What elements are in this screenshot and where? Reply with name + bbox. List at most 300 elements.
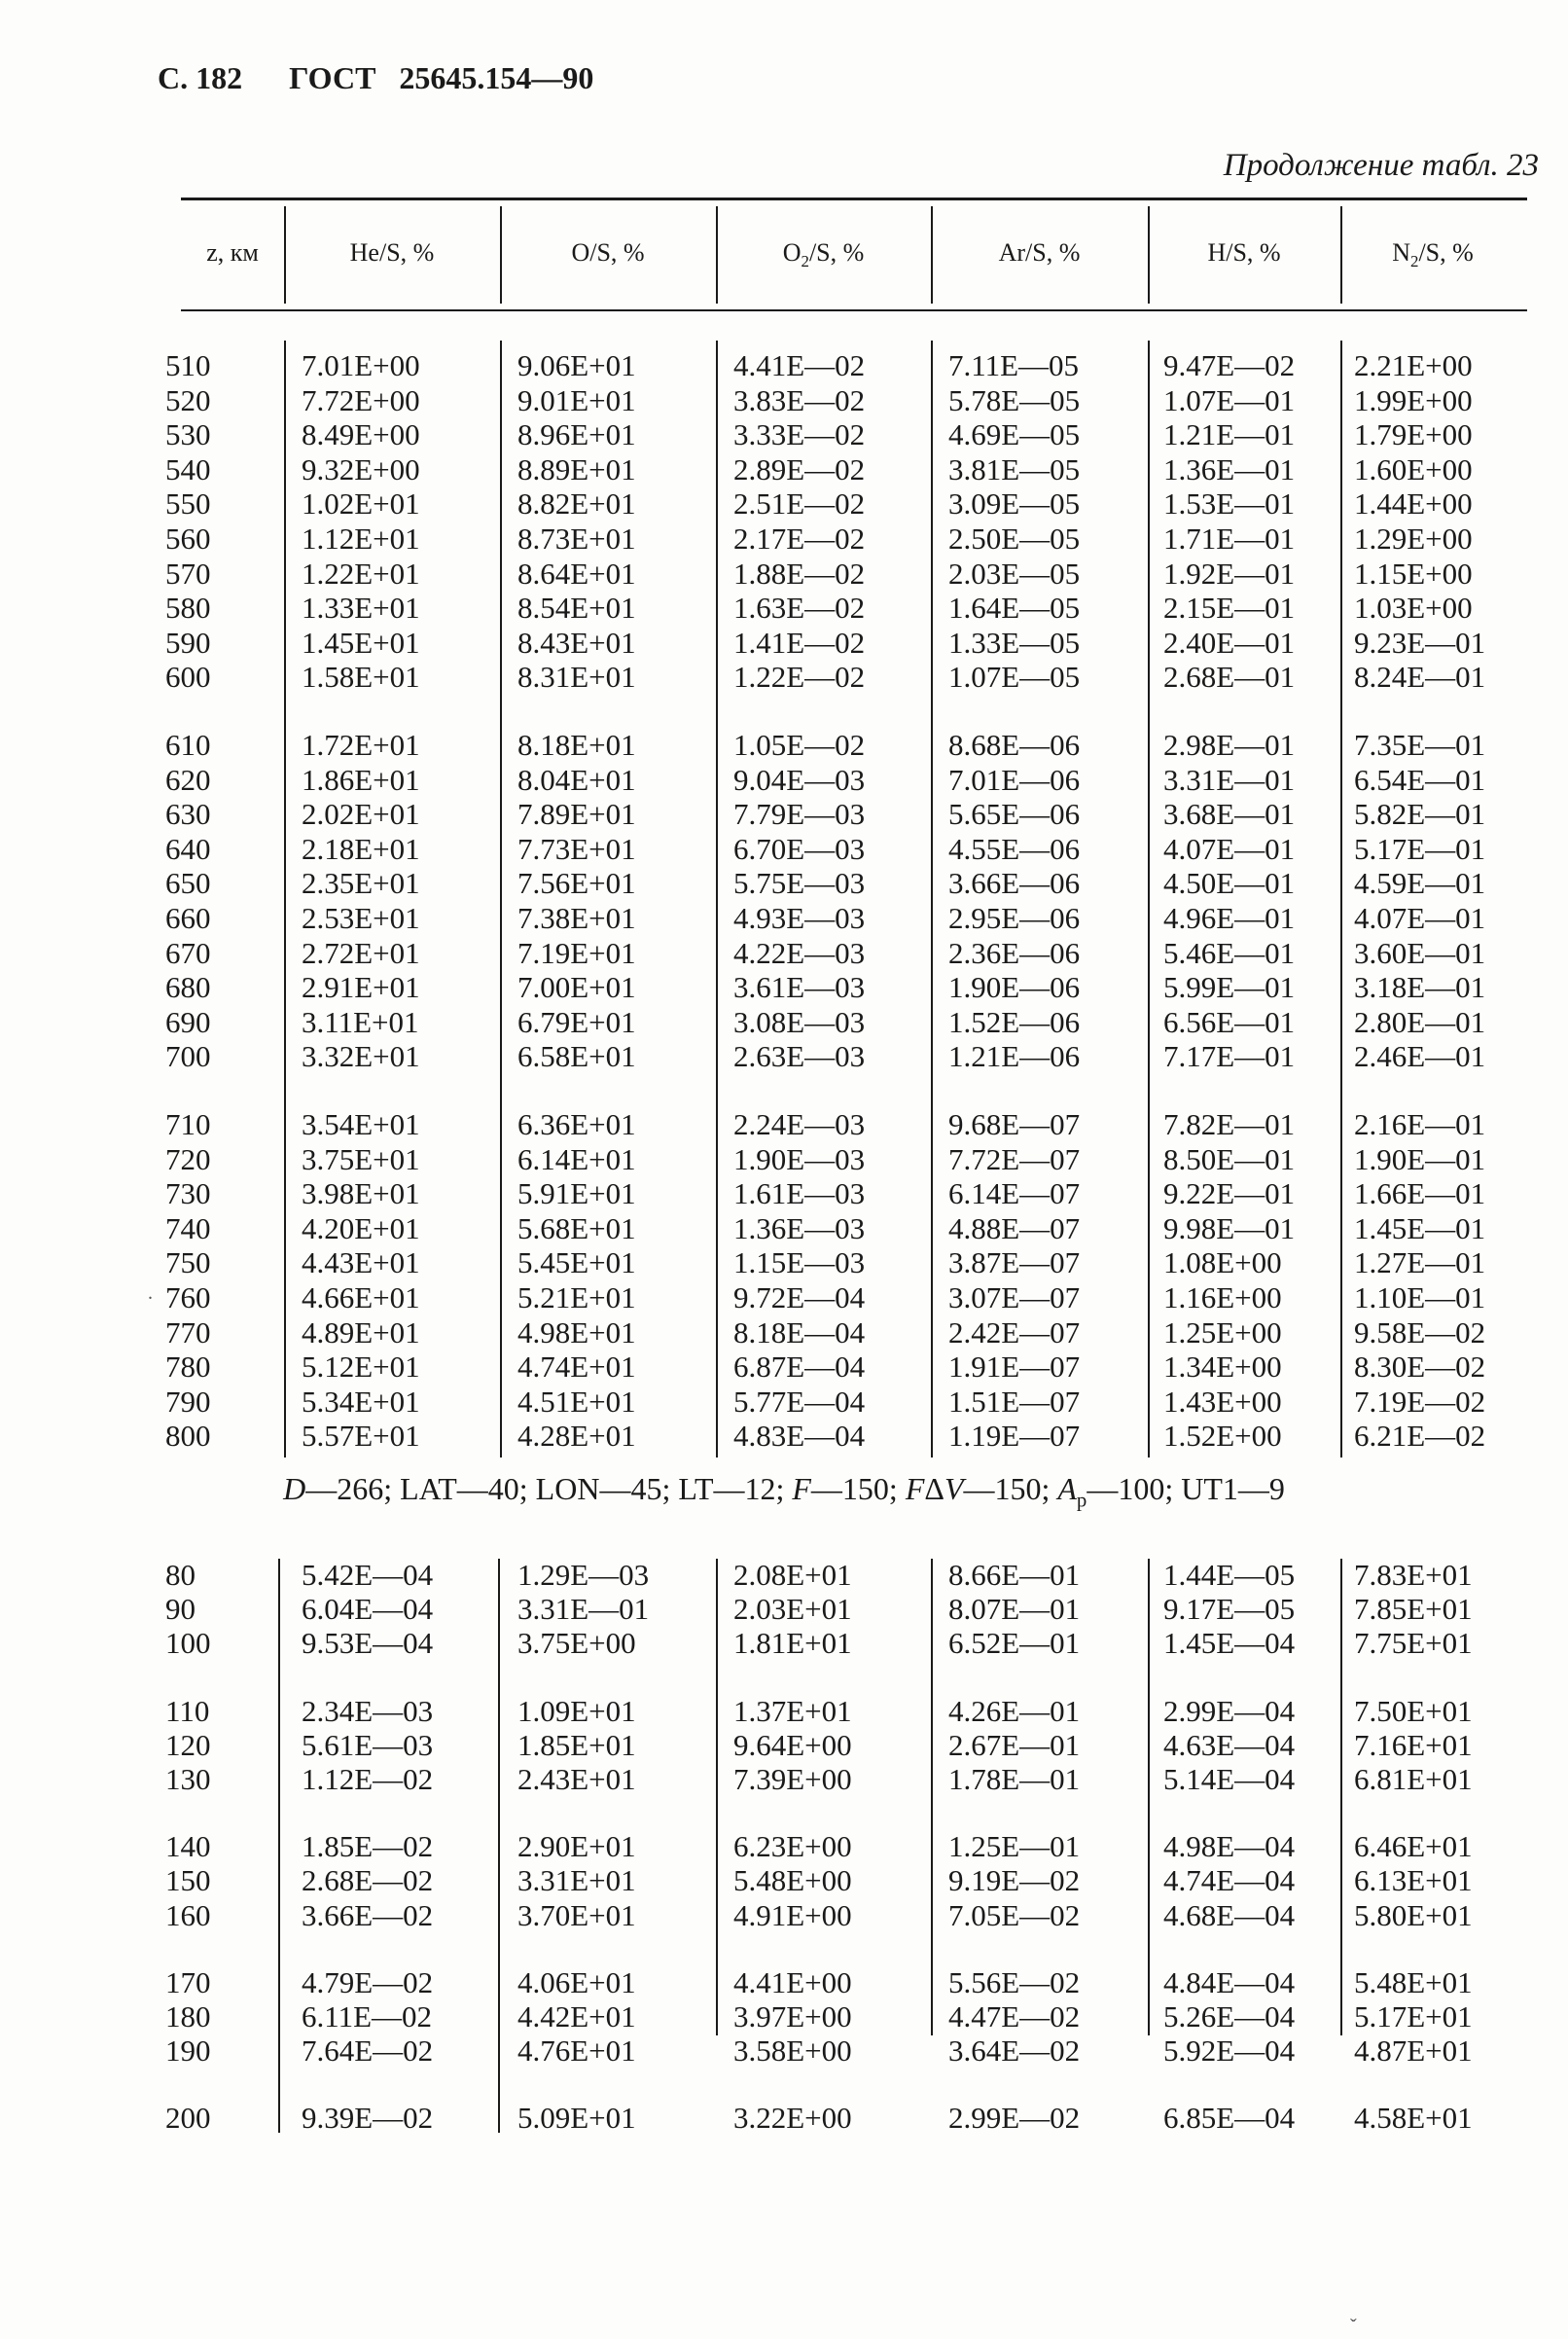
table-cell: 5.21E+01 — [517, 1280, 636, 1314]
table-cell: 3.22E+00 — [733, 2101, 852, 2136]
table-cell: 9.17E—05 — [1163, 1592, 1296, 1627]
column-divider — [1340, 1559, 1342, 2035]
table-cell: 5.99E—01 — [1163, 970, 1296, 1005]
table-cell: 1.36E—01 — [1163, 451, 1296, 486]
table-cell: 8.89E+01 — [517, 451, 636, 486]
table-cell: 8.50E—01 — [1163, 1141, 1296, 1176]
table-cell: 5.82E—01 — [1354, 797, 1486, 832]
altitude-cell: 700 — [165, 1039, 211, 1074]
table-cell: 2.46E—01 — [1354, 1039, 1486, 1074]
altitude-cell: 150 — [165, 1863, 211, 1898]
parameters-segment: D — [283, 1471, 306, 1506]
column-header-oxygen: O/S, % — [571, 238, 645, 267]
table-cell: 7.79E—03 — [733, 797, 866, 832]
table-cell: 3.33E—02 — [733, 417, 866, 452]
table-cell: 4.41E+00 — [733, 1964, 852, 1999]
altitude-cell: 670 — [165, 935, 211, 970]
table-cell: 7.85E+01 — [1354, 1592, 1473, 1627]
table-cell: 5.17E—01 — [1354, 831, 1486, 866]
table-cell: 2.34E—03 — [302, 1693, 434, 1728]
table-cell: 2.15E—01 — [1163, 591, 1296, 626]
table-cell: 4.58E+01 — [1354, 2101, 1473, 2136]
table-cell: 6.79E+01 — [517, 1004, 636, 1039]
table-cell: 9.06E+01 — [517, 348, 636, 382]
altitude-cell: 730 — [165, 1176, 211, 1211]
standard-number: 25645.154—90 — [399, 60, 594, 95]
table-cell: 3.64E—02 — [948, 2033, 1081, 2069]
table-cell: 7.73E+01 — [517, 831, 636, 866]
table-cell: 7.64E—02 — [302, 2033, 434, 2069]
table-cell: 5.91E+01 — [517, 1176, 636, 1211]
altitude-cell: 660 — [165, 901, 211, 935]
table-cell: 4.83E—04 — [733, 1419, 866, 1454]
table-cell: 1.90E—06 — [948, 970, 1081, 1005]
column-divider — [498, 1559, 500, 2133]
table-cell: 1.52E+00 — [1163, 1419, 1282, 1454]
altitude-cell: 770 — [165, 1314, 211, 1349]
table-cell: 3.97E+00 — [733, 1999, 852, 2033]
column-divider — [1148, 1559, 1150, 2035]
page-header — [158, 60, 593, 96]
table-cell: 7.19E+01 — [517, 935, 636, 970]
altitude-cell: 170 — [165, 1964, 211, 1999]
table-cell: 1.21E—06 — [948, 1039, 1081, 1074]
table-cell: 4.50E—01 — [1163, 866, 1296, 901]
table-cell: 4.98E—04 — [1163, 1829, 1296, 1864]
table-cell: 9.39E—02 — [302, 2101, 434, 2136]
table-cell: 1.21E—01 — [1163, 417, 1296, 452]
table-cell: 1.22E+01 — [302, 556, 420, 591]
table-cell: 1.27E—01 — [1354, 1245, 1486, 1280]
table-cell: 5.42E—04 — [302, 1558, 434, 1592]
table-cell: 1.72E+01 — [302, 728, 420, 762]
table-cell: 1.12E+01 — [302, 522, 420, 556]
table-cell: 1.43E+00 — [1163, 1384, 1282, 1419]
table-cell: 4.76E+01 — [517, 2033, 636, 2069]
altitude-cell: 760 — [165, 1280, 211, 1314]
table-cell: 3.11E+01 — [302, 1004, 419, 1039]
table-cell: 9.01E+01 — [517, 382, 636, 417]
table-cell: 1.15E—03 — [733, 1245, 866, 1280]
table-cell: 1.33E+01 — [302, 591, 420, 626]
table-cell: 1.09E+01 — [517, 1693, 636, 1728]
standard-label: ГОСТ — [289, 60, 376, 95]
table-cell: 1.10E—01 — [1354, 1280, 1486, 1314]
table-cell: 1.29E—03 — [517, 1558, 650, 1592]
table-cell: 1.58E+01 — [302, 660, 420, 695]
table-cell: 7.83E+01 — [1354, 1558, 1473, 1592]
table-cell: 1.90E—03 — [733, 1141, 866, 1176]
table-cell: 8.66E—01 — [948, 1558, 1081, 1592]
table-cell: 3.81E—05 — [948, 451, 1081, 486]
table-cell: 4.59E—01 — [1354, 866, 1486, 901]
table-cell: 8.18E—04 — [733, 1314, 866, 1349]
table-cell: 6.04E—04 — [302, 1592, 434, 1627]
table-cell: 8.18E+01 — [517, 728, 636, 762]
table-cell: 4.51E+01 — [517, 1384, 636, 1419]
table-cell: 3.75E+01 — [302, 1141, 420, 1176]
altitude-cell: 200 — [165, 2101, 211, 2136]
table-cell: 9.53E—04 — [302, 1626, 434, 1661]
altitude-cell: 560 — [165, 522, 211, 556]
table-cell: 6.58E+01 — [517, 1039, 636, 1074]
table-cell: 7.05E—02 — [948, 1897, 1081, 1932]
altitude-cell: 140 — [165, 1829, 211, 1864]
altitude-cell: 180 — [165, 1999, 211, 2033]
table-cell: 2.68E—02 — [302, 1863, 434, 1898]
table-cell: 3.83E—02 — [733, 382, 866, 417]
table-cell: 8.24E—01 — [1354, 660, 1486, 695]
table-cell: 9.72E—04 — [733, 1280, 866, 1314]
table-cell: 4.91E+00 — [733, 1897, 852, 1932]
table-cell: 2.40E—01 — [1163, 625, 1296, 660]
table-cell: 7.39E+00 — [733, 1762, 852, 1796]
table-cell: 7.00E+01 — [517, 970, 636, 1005]
table-cell: 1.45E+01 — [302, 625, 420, 660]
column-divider — [931, 341, 933, 1457]
table-cell: 4.55E—06 — [948, 831, 1081, 866]
altitude-cell: 780 — [165, 1349, 211, 1385]
table-cell: 6.21E—02 — [1354, 1419, 1486, 1454]
table-cell: 7.17E—01 — [1163, 1039, 1296, 1074]
table-cell: 3.54E+01 — [302, 1107, 420, 1141]
table-cell: 4.26E—01 — [948, 1693, 1081, 1728]
table-cell: 1.16E+00 — [1163, 1280, 1282, 1314]
table-cell: 5.46E—01 — [1163, 935, 1296, 970]
altitude-cell: 630 — [165, 797, 211, 832]
table-cell: 2.17E—02 — [733, 522, 866, 556]
table-cell: 1.90E—01 — [1354, 1141, 1486, 1176]
table-cell: 2.89E—02 — [733, 451, 866, 486]
table-cell: 1.85E—02 — [302, 1829, 434, 1864]
table-cell: 2.03E—05 — [948, 556, 1081, 591]
table-continuation-caption: Продолжение табл. 23 — [1223, 148, 1539, 183]
table-cell: 3.60E—01 — [1354, 935, 1486, 970]
table-cell: 8.96E+01 — [517, 417, 636, 452]
altitude-cell: 570 — [165, 556, 211, 591]
table-cell: 3.75E+00 — [517, 1626, 636, 1661]
table-cell: 6.11E—02 — [302, 1999, 433, 2033]
table-cell: 7.38E+01 — [517, 901, 636, 935]
table-cell: 2.63E—03 — [733, 1039, 866, 1074]
table-cell: 7.89E+01 — [517, 797, 636, 832]
parameters-segment: p — [1076, 1489, 1087, 1512]
table-cell: 5.65E—06 — [948, 797, 1081, 832]
table-cell: 7.11E—05 — [948, 348, 1080, 382]
scan-speck: . — [148, 1282, 153, 1304]
table-cell: 5.80E+01 — [1354, 1897, 1473, 1932]
table-cell: 1.07E—05 — [948, 660, 1081, 695]
table-cell: 2.99E—02 — [948, 2101, 1081, 2136]
table-cell: 1.52E—06 — [948, 1004, 1081, 1039]
altitude-cell: 710 — [165, 1107, 211, 1141]
table-cell: 5.45E+01 — [517, 1245, 636, 1280]
parameters-line — [0, 1471, 1568, 1512]
table-cell: 5.17E+01 — [1354, 1999, 1473, 2033]
table-cell: 1.05E—02 — [733, 728, 866, 762]
table-cell: 3.70E+01 — [517, 1897, 636, 1932]
table-cell: 4.06E+01 — [517, 1964, 636, 1999]
table-cell: 9.98E—01 — [1163, 1210, 1296, 1245]
table-cell: 2.08E+01 — [733, 1558, 852, 1592]
table-cell: 4.74E—04 — [1163, 1863, 1296, 1898]
altitude-cell: 610 — [165, 728, 211, 762]
table-cell: 1.07E—01 — [1163, 382, 1296, 417]
table-cell: 7.01E+00 — [302, 348, 420, 382]
table-cell: 9.64E+00 — [733, 1727, 852, 1762]
table-cell: 5.48E+01 — [1354, 1964, 1473, 1999]
table-cell: 5.12E+01 — [302, 1349, 420, 1385]
table-cell: 2.02E+01 — [302, 797, 420, 832]
table-cell: 2.16E—01 — [1354, 1107, 1486, 1141]
parameters-segment: F — [792, 1471, 811, 1506]
table-cell: 7.82E—01 — [1163, 1107, 1296, 1141]
parameters-segment: —150; — [963, 1471, 1058, 1506]
table-cell: 4.79E—02 — [302, 1964, 434, 1999]
table-cell: 3.32E+01 — [302, 1039, 420, 1074]
table-cell: 2.18E+01 — [302, 831, 420, 866]
table-cell: 3.31E+01 — [517, 1863, 636, 1898]
altitude-cell: 750 — [165, 1245, 211, 1280]
table-cell: 8.68E—06 — [948, 728, 1081, 762]
table-cell: 1.44E—05 — [1163, 1558, 1296, 1592]
page-number: С. 182 — [158, 60, 243, 95]
table-cell: 5.77E—04 — [733, 1384, 866, 1419]
altitude-cell: 550 — [165, 486, 211, 522]
altitude-cell: 120 — [165, 1727, 211, 1762]
table-cell: 1.66E—01 — [1354, 1176, 1486, 1211]
altitude-cell: 590 — [165, 625, 211, 660]
table-cell: 1.63E—02 — [733, 591, 866, 626]
altitude-cell: 580 — [165, 591, 211, 626]
table-cell: 6.14E—07 — [948, 1176, 1081, 1211]
table-cell: 5.75E—03 — [733, 866, 866, 901]
table-cell: 3.87E—07 — [948, 1245, 1081, 1280]
column-header-altitude: z, км — [206, 238, 259, 267]
table-cell: 5.34E+01 — [302, 1384, 420, 1419]
parameters-segment: —266; LAT—40; LON—45; LT—12; — [305, 1471, 793, 1506]
column-divider — [1340, 341, 1342, 1457]
table-cell: 9.32E+00 — [302, 451, 420, 486]
altitude-cell: 130 — [165, 1762, 211, 1796]
table-cell: 5.26E—04 — [1163, 1999, 1296, 2033]
altitude-cell: 510 — [165, 348, 211, 382]
table-cell: 4.98E+01 — [517, 1314, 636, 1349]
table-cell: 4.88E—07 — [948, 1210, 1081, 1245]
table-cell: 8.49E+00 — [302, 417, 420, 452]
column-divider — [1148, 341, 1150, 1457]
table-cell: 9.04E—03 — [733, 762, 866, 797]
table-cell: 6.85E—04 — [1163, 2101, 1296, 2136]
table-cell: 3.18E—01 — [1354, 970, 1486, 1005]
altitude-cell: 800 — [165, 1419, 211, 1454]
table-cell: 2.35E+01 — [302, 866, 420, 901]
table-cell: 1.79E+00 — [1354, 417, 1473, 452]
table-cell: 2.51E—02 — [733, 486, 866, 522]
table-cell: 4.69E—05 — [948, 417, 1081, 452]
table-cell: 1.61E—03 — [733, 1176, 866, 1211]
table-cell: 1.22E—02 — [733, 660, 866, 695]
table-cell: 2.21E+00 — [1354, 348, 1473, 382]
table-cell: 7.01E—06 — [948, 762, 1081, 797]
table-cell: 1.33E—05 — [948, 625, 1081, 660]
parameters-segment: —150; — [810, 1471, 906, 1506]
table-cell: 3.31E—01 — [1163, 762, 1296, 797]
table-cell: 3.09E—05 — [948, 486, 1081, 522]
table-cell: 5.48E+00 — [733, 1863, 852, 1898]
parameters-segment: F — [905, 1471, 925, 1506]
table-cell: 2.43E+01 — [517, 1762, 636, 1796]
table-cell: 6.36E+01 — [517, 1107, 636, 1141]
altitude-cell: 80 — [165, 1558, 196, 1592]
column-divider — [500, 341, 502, 1457]
table-cell: 2.42E—07 — [948, 1314, 1081, 1349]
table-cell: 1.45E—04 — [1163, 1626, 1296, 1661]
column-header-argon: Ar/S, % — [998, 238, 1081, 267]
table-cell: 8.07E—01 — [948, 1592, 1081, 1627]
table-cell: 9.47E—02 — [1163, 348, 1296, 382]
table-cell: 3.66E—06 — [948, 866, 1081, 901]
table-cell: 1.08E+00 — [1163, 1245, 1282, 1280]
table-cell: 4.43E+01 — [302, 1245, 420, 1280]
column-header-molecular-nitrogen: $N_2/S$, % — [1392, 238, 1474, 271]
parameters-segment: —100; UT1—9 — [1087, 1471, 1285, 1506]
parameters-segment: V — [944, 1471, 964, 1506]
parameters-segment: Δ — [924, 1471, 944, 1506]
table-cell: 8.54E+01 — [517, 591, 636, 626]
table-cell: 1.19E—07 — [948, 1419, 1081, 1454]
table-cell: 7.16E+01 — [1354, 1727, 1473, 1762]
table-cell: 1.25E+00 — [1163, 1314, 1282, 1349]
table-cell: 8.73E+01 — [517, 522, 636, 556]
table-cell: 1.64E—05 — [948, 591, 1081, 626]
table-cell: 4.20E+01 — [302, 1210, 420, 1245]
table-cell: 2.03E+01 — [733, 1592, 852, 1627]
table-cell: 5.61E—03 — [302, 1727, 434, 1762]
table-cell: 5.09E+01 — [517, 2101, 636, 2136]
column-divider — [716, 1559, 718, 2035]
table-cell: 6.46E+01 — [1354, 1829, 1473, 1864]
table-cell: 1.91E—07 — [948, 1349, 1081, 1385]
table-cell: 4.66E+01 — [302, 1280, 420, 1314]
table-cell: 1.92E—01 — [1163, 556, 1296, 591]
altitude-cell: 620 — [165, 762, 211, 797]
table-cell: 9.68E—07 — [948, 1107, 1081, 1141]
table-cell: 1.03E+00 — [1354, 591, 1473, 626]
table-cell: 3.07E—07 — [948, 1280, 1081, 1314]
table-cell: 2.50E—05 — [948, 522, 1081, 556]
table-cell: 1.41E—02 — [733, 625, 866, 660]
table-cell: 1.44E+00 — [1354, 486, 1473, 522]
table-cell: 7.75E+01 — [1354, 1626, 1473, 1661]
table-cell: 2.98E—01 — [1163, 728, 1296, 762]
table-cell: 2.99E—04 — [1163, 1693, 1296, 1728]
table-cell: 6.54E—01 — [1354, 762, 1486, 797]
column-header-molecular-oxygen: $O_2/S$, % — [782, 238, 865, 271]
table-cell: 6.52E—01 — [948, 1626, 1081, 1661]
table-cell: 7.19E—02 — [1354, 1384, 1486, 1419]
table-cell: 1.53E—01 — [1163, 486, 1296, 522]
table-cell: 1.86E+01 — [302, 762, 420, 797]
table-cell: 3.61E—03 — [733, 970, 866, 1005]
table-cell: 2.67E—01 — [948, 1727, 1081, 1762]
table-cell: 1.99E+00 — [1354, 382, 1473, 417]
table-cell: 8.04E+01 — [517, 762, 636, 797]
table-cell: 1.51E—07 — [948, 1384, 1081, 1419]
table-cell: 7.35E—01 — [1354, 728, 1486, 762]
table-cell: 4.87E+01 — [1354, 2033, 1473, 2069]
table-cell: 4.93E—03 — [733, 901, 866, 935]
table-cell: 1.85E+01 — [517, 1727, 636, 1762]
altitude-cell: 720 — [165, 1141, 211, 1176]
table-header-rule — [181, 309, 1527, 311]
table-cell: 4.96E—01 — [1163, 901, 1296, 935]
table-cell: 4.89E+01 — [302, 1314, 420, 1349]
table-cell: 1.81E+01 — [733, 1626, 852, 1661]
table-cell: 4.07E—01 — [1163, 831, 1296, 866]
table-cell: 1.15E+00 — [1354, 556, 1473, 591]
table-cell: 8.64E+01 — [517, 556, 636, 591]
table-cell: 5.56E—02 — [948, 1964, 1081, 1999]
column-divider — [716, 341, 718, 1457]
table-cell: 6.23E+00 — [733, 1829, 852, 1864]
column-header-hydrogen: H/S, % — [1207, 238, 1281, 267]
table-cell: 4.68E—04 — [1163, 1897, 1296, 1932]
table-cell: 1.60E+00 — [1354, 451, 1473, 486]
altitude-cell: 110 — [165, 1693, 210, 1728]
table-cell: 5.14E—04 — [1163, 1762, 1296, 1796]
altitude-cell: 530 — [165, 417, 211, 452]
altitude-cell: 90 — [165, 1592, 196, 1627]
altitude-cell: 600 — [165, 660, 211, 695]
table-cell: 1.02E+01 — [302, 486, 420, 522]
column-divider — [931, 1559, 933, 2035]
table-cell: 3.68E—01 — [1163, 797, 1296, 832]
table-cell: 1.45E—01 — [1354, 1210, 1486, 1245]
table-cell: 5.78E—05 — [948, 382, 1081, 417]
table-cell: 8.31E+01 — [517, 660, 636, 695]
table-cell: 1.71E—01 — [1163, 522, 1296, 556]
table-cell: 9.19E—02 — [948, 1863, 1081, 1898]
table-cell: 1.12E—02 — [302, 1762, 434, 1796]
table-cell: 2.68E—01 — [1163, 660, 1296, 695]
table-cell: 5.68E+01 — [517, 1210, 636, 1245]
altitude-cell: 650 — [165, 866, 211, 901]
table-cell: 4.42E+01 — [517, 1999, 636, 2033]
altitude-cell: 680 — [165, 970, 211, 1005]
table-cell: 8.30E—02 — [1354, 1349, 1486, 1385]
table-cell: 4.47E—02 — [948, 1999, 1081, 2033]
table-cell: 7.50E+01 — [1354, 1693, 1473, 1728]
table-cell: 8.43E+01 — [517, 625, 636, 660]
table-cell: 6.70E—03 — [733, 831, 866, 866]
altitude-cell: 160 — [165, 1897, 211, 1932]
table-cell: 2.24E—03 — [733, 1107, 866, 1141]
table-cell: 2.90E+01 — [517, 1829, 636, 1864]
altitude-cell: 190 — [165, 2033, 211, 2069]
table-cell: 2.95E—06 — [948, 901, 1081, 935]
table-cell: 5.57E+01 — [302, 1419, 420, 1454]
table-cell: 7.72E—07 — [948, 1141, 1081, 1176]
table-cell: 6.14E+01 — [517, 1141, 636, 1176]
altitude-cell: 690 — [165, 1004, 211, 1039]
scan-speck: ˇ — [1350, 2316, 1357, 2337]
table-cell: 1.37E+01 — [733, 1693, 852, 1728]
column-header-helium: He/S, % — [349, 238, 435, 267]
table-cell: 6.13E+01 — [1354, 1863, 1473, 1898]
table-cell: 5.92E—04 — [1163, 2033, 1296, 2069]
table-cell: 8.82E+01 — [517, 486, 636, 522]
